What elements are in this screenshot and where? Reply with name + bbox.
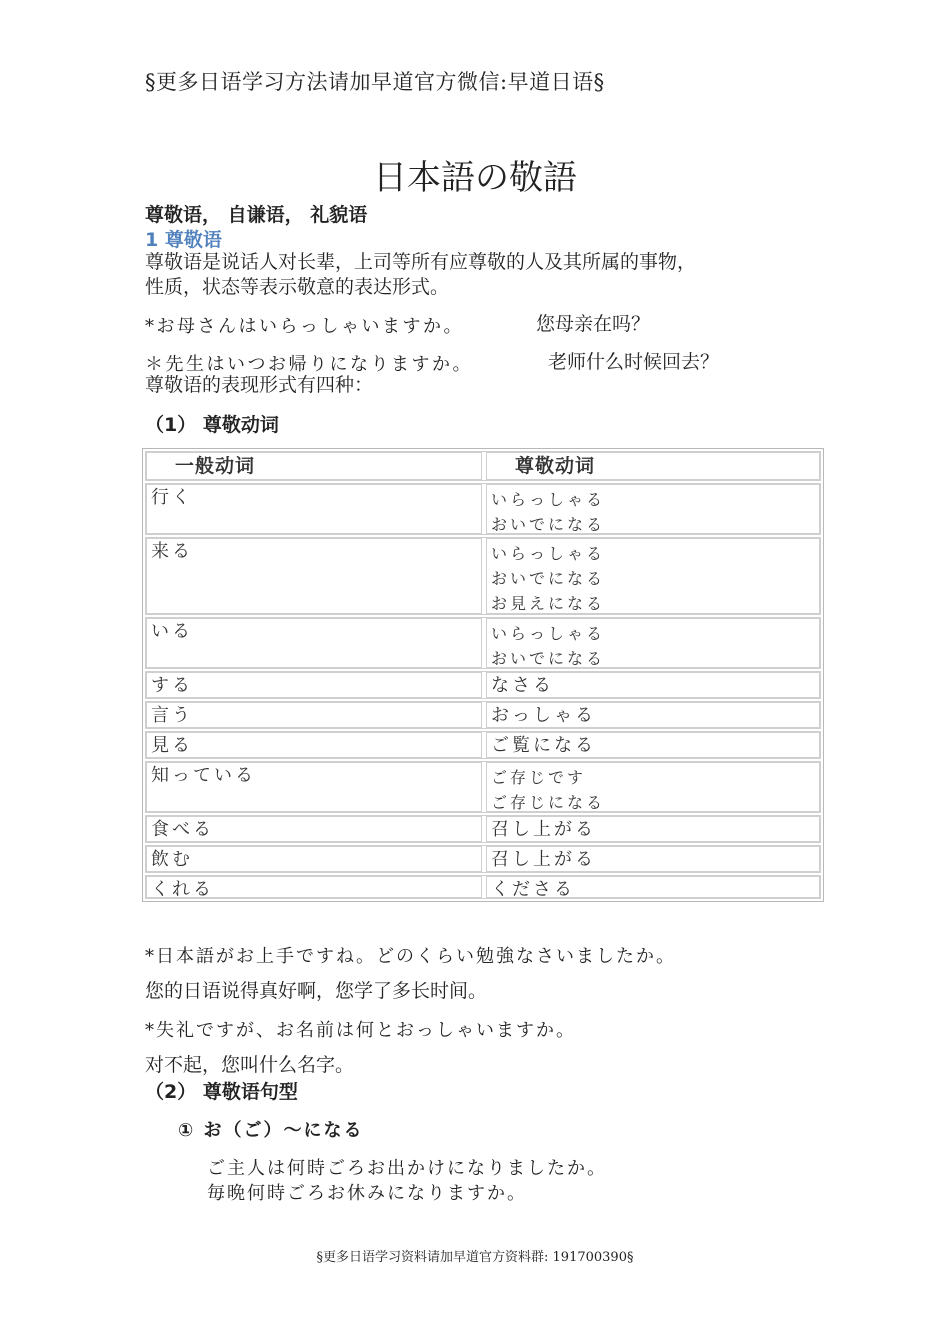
header-honorific-verb: 尊敬动词 (515, 455, 596, 477)
honorific-verb: くださる (491, 879, 575, 900)
header-general-verb: 一般动词 (175, 455, 256, 477)
section1-heading: 1 尊敬语 (145, 229, 222, 251)
subtitle: 尊敬语， 自谦语， 礼貌语 (145, 204, 368, 226)
table-row (145, 671, 821, 699)
table-row (145, 875, 821, 899)
section2-heading: （2） 尊敬语句型 (145, 1081, 298, 1103)
honorific-verb: ご存じです (491, 768, 587, 787)
honorific-verb: いらっしゃる (491, 544, 606, 563)
general-verb: 言う (151, 705, 193, 726)
sub1-heading: （1） 尊敬动词 (145, 414, 279, 436)
definition-line1: 尊敬语是说话人对长辈，上司等所有应尊敬的人及其所属的事物， (145, 251, 697, 273)
forms-intro: 尊敬语的表现形式有四种： (145, 374, 374, 396)
pattern1-example2: 毎晩何時ごろお休みになりますか。 (207, 1183, 527, 1204)
table-row (145, 483, 821, 535)
after-table-example2-cn: 对不起，您叫什么名字。 (145, 1054, 355, 1076)
table-row (145, 845, 821, 873)
honorific-verb: いらっしゃる (491, 490, 606, 509)
general-verb: いる (151, 621, 193, 642)
example2-jp: ＊先生はいつお帰りになりますか。 (145, 354, 473, 375)
table-row (145, 815, 821, 843)
general-verb: 飲む (151, 849, 193, 870)
honorific-verb: おいでになる (491, 569, 606, 588)
honorific-verb: いらっしゃる (491, 624, 606, 643)
honorific-verb: お見えになる (491, 594, 606, 613)
table-header-row (145, 451, 821, 481)
after-table-example1-jp: *日本語がお上手ですね。どのくらい勉強なさいましたか。 (145, 946, 676, 967)
general-verb: 食べる (151, 819, 214, 840)
after-table-example2-jp: *失礼ですが、お名前は何とおっしゃいますか。 (145, 1020, 576, 1041)
honorific-verb: おいでになる (491, 649, 606, 668)
table-row (145, 617, 821, 669)
pattern1-heading: ① お（ご）～になる (178, 1120, 364, 1141)
honorific-verb: ご存じになる (491, 793, 606, 812)
table-row (145, 731, 821, 759)
footer-banner: §更多日语学习资料请加早道官方资料群: 191700390§ (316, 1250, 634, 1265)
honorific-verb: おいでになる (491, 515, 606, 534)
honorific-verb: おっしゃる (491, 705, 596, 726)
header-banner: §更多日语学习方法请加早道官方微信:早道日语§ (145, 70, 605, 94)
honorific-verb: 召し上がる (491, 819, 596, 840)
general-verb: 行く (151, 487, 193, 508)
table-row (145, 761, 821, 813)
general-verb: 見る (151, 735, 193, 756)
after-table-example1-cn: 您的日语说得真好啊，您学了多长时间。 (145, 980, 488, 1002)
general-verb: 来る (151, 541, 193, 562)
general-verb: くれる (151, 879, 214, 900)
definition-line2: 性质，状态等表示敬意的表达形式。 (145, 276, 450, 298)
page-title: 日本語の敬語 (373, 158, 577, 198)
example1-jp: *お母さんはいらっしゃいますか。 (145, 316, 464, 337)
table-row (145, 537, 821, 615)
pattern1-example1: ご主人は何時ごろお出かけになりましたか。 (207, 1158, 607, 1179)
honorific-verb: ご覧になる (491, 735, 596, 756)
example2-cn: 老师什么时候回去？ (548, 351, 720, 373)
example1-cn: 您母亲在吗？ (536, 313, 651, 335)
honorific-verb: なさる (491, 675, 554, 696)
honorific-verb: 召し上がる (491, 849, 596, 870)
honorific-verb-table (142, 448, 824, 902)
general-verb: する (151, 675, 193, 696)
general-verb: 知っている (151, 765, 256, 786)
table-row (145, 701, 821, 729)
